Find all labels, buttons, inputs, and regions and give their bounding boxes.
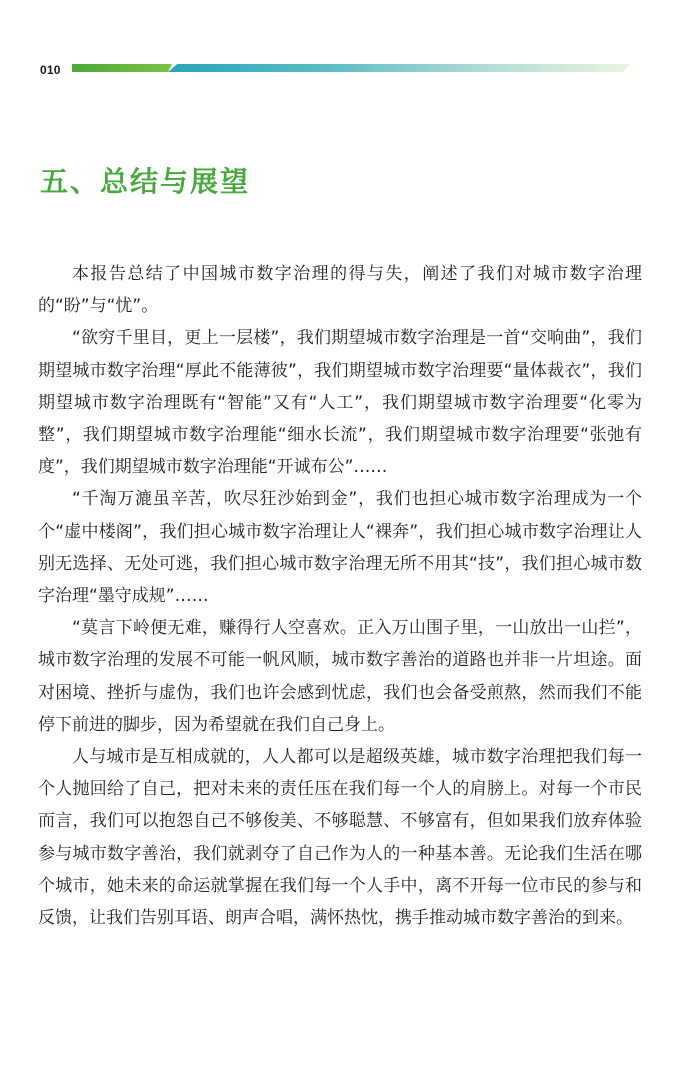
body-text [38, 258, 642, 934]
paragraph: 人与城市是互相成就的，人人都可以是超级英雄，城市数字治理把我们每一个人抛回给了自己，把对未来的责任压在我们每一个人的肩膀上。对每一个市民而言，我们可以抱怨自己不够俊美、不够聪慧、不够富有，但如果我们放弃体验参与城市数字善治，我们就剥夺了自己作为人的一种基本善。无论我们生活在哪个城市，她未来的命运就掌握在我们每一个人手中，离不开每一位市民的参与和反馈，让我们告别耳语、朗声合唱，满怀热忱，携手推动城市数字善治的到来。 [38, 747, 642, 929]
page-number: 010 [40, 63, 61, 77]
paragraph: 本报告总结了中国城市数字治理的得与失，阐述了我们对城市数字治理的“盼”与“忧”。 [38, 264, 642, 317]
paragraph: “千淘万漉虽辛苦，吹尽狂沙始到金”，我们也担心城市数字治理成为一个个“虚中楼阁”，我们担心城市数字治理让人“裸奔”，我们担心城市数字治理让人别无选择、无处可逃，我们担心城市数字治理无所不用其“技”，我们担心城市数字治理“墨守成规”…… [38, 489, 642, 607]
paragraph: “莫言下岭便无难，赚得行人空喜欢。正入万山围子里，一山放出一山拦”，城市数字治理的发展不可能一帆风顺，城市数字善治的道路也并非一片坦途。面对困境、挫折与虚伪，我们也许会感到忧虑，我们也会备受煎熬，然而我们不能停下前进的脚步，因为希望就在我们自己身上。 [38, 618, 642, 735]
header-green-bar [72, 64, 172, 72]
section-title: 五、总结与展望 [40, 165, 251, 198]
header-teal-gradient-bar [168, 64, 630, 72]
paragraph: “欲穷千里目，更上一层楼”，我们期望城市数字治理是一首“交响曲”，我们期望城市数字治理“厚此不能薄彼”，我们期望城市数字治理要“量体裁衣”，我们期望城市数字治理既有“智能”又有“人工”，我们期望城市数字治理要“化零为整”，我们期望城市数字治理能“细水长流”，我们期望城市数字治理要“张弛有度”，我们期望城市数字治理能“开诚布公”…… [38, 328, 642, 478]
